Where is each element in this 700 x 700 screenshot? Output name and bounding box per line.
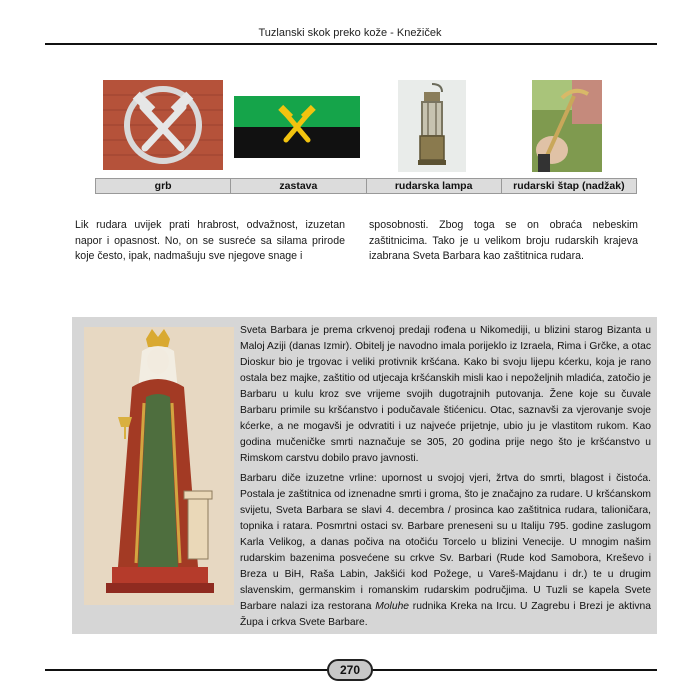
saint-barbara-panel — [72, 317, 657, 634]
running-header: Tuzlanski skok preko kože - Knežiček — [258, 27, 442, 39]
caption-flag: zastava — [231, 179, 366, 193]
figure-captions — [95, 178, 637, 194]
page-number: 270 — [327, 659, 373, 681]
coat-of-arms-image — [103, 80, 223, 170]
flag-image — [234, 96, 360, 158]
mining-symbols-figures — [95, 80, 637, 192]
intro-paragraph-left: Lik rudara uvijek prati hrabrost, odvažnost, izuzetan napor i opasnost. No, on se susreće sa silama prirode koje često, ipak, nadmašuju sve njegove snage i — [75, 219, 345, 263]
saint-barbara-statue-image — [84, 327, 234, 605]
caption-coat-of-arms: grb — [96, 179, 231, 193]
biography-paragraph: Sveta Barbara je prema crkvenoj predaji rođena u Nikomediji, u blizini starog Bizanta u Maloj Aziji (danas Izmir). Obitelj je navodno imala porijeklo iz Izraela, Rima i Grčke, a otac Dioskur bio je trgovac i veliki protivnik kršćana. Kako bi svoju lijepu kćerku, koja je rano ostala bez majke, zaštitio od utjecaja kršćanskih misli kao i nepoželjnih mladića, zatočio je Barbaru u kulu kroz sve vrijeme svojih dugotrajnih putovanja. Žene koje su čuvale Barbaru primile su kršćanstvo i podučavale štićenicu. Otac, saznavši za vjerovanje svoje kćerke, a ne mogavši je odvratiti i uz najveće prijetnje, ubio ju je vlastitom rukom. Kao godina mučeničke smrti naznačuje se 305, 20 godina prije nego što je kršćanstvo u Rimskom carstvu dobilo pravo javnosti. — [240, 325, 651, 464]
miner-lamp-image — [398, 80, 466, 172]
caption-miner-lamp: rudarska lampa — [367, 179, 502, 193]
restaurant-name: Moluhe — [375, 601, 410, 612]
virtues-text-main: Barbaru diče izuzetne vrline: upornost u svojoj vjeri, žrtva do smrti, blagost i čistoća. Postala je zaštitnica od iznenadne smrti i groma, što je značajno za rudare. U kršćanskom svijetu, Sveta Barbara se slavi 4. decembra / prosinca kao zaštitnica rudara, talioničara, topnika i ratara. Posmrtni ostaci sv. Barbare preneseni su u Italiju 795. godine zaslugom Karla Velikog, a danas počiva na otočiću Torcelo u blizini Venecije. U mnogim našim rudarskim bazenima posvećene su crkve Sv. Barbari (Rude kod Samobora, Kreševo i Breza u BiH, Raša Labin, Jakšići kod Požege, u Vareš-Majdanu i dr.) te u drugim slavenskim, germanskim i romanskim rudarskim područjima. U Tuzli se kapela Svete Barbare nalazi iza restorana — [240, 473, 651, 612]
virtues-text-end: rudnika Kreka na Ircu. U Zagrebu i Brezi je aktivna Župa i crkva Svete Barbare. — [240, 601, 651, 628]
miner-staff-image — [532, 80, 602, 172]
intro-paragraph-right: sposobnosti. Zbog toga se on obraća nebeskim zaštitnicima. Tako je u velikom broju rudarskih krajeva izabrana Sveta Barbara kao zaštitnica rudara. — [369, 219, 638, 263]
virtues-paragraph — [240, 471, 651, 631]
caption-miner-staff: rudarski štap (nadžak) — [513, 180, 625, 192]
header-rule — [45, 43, 657, 45]
